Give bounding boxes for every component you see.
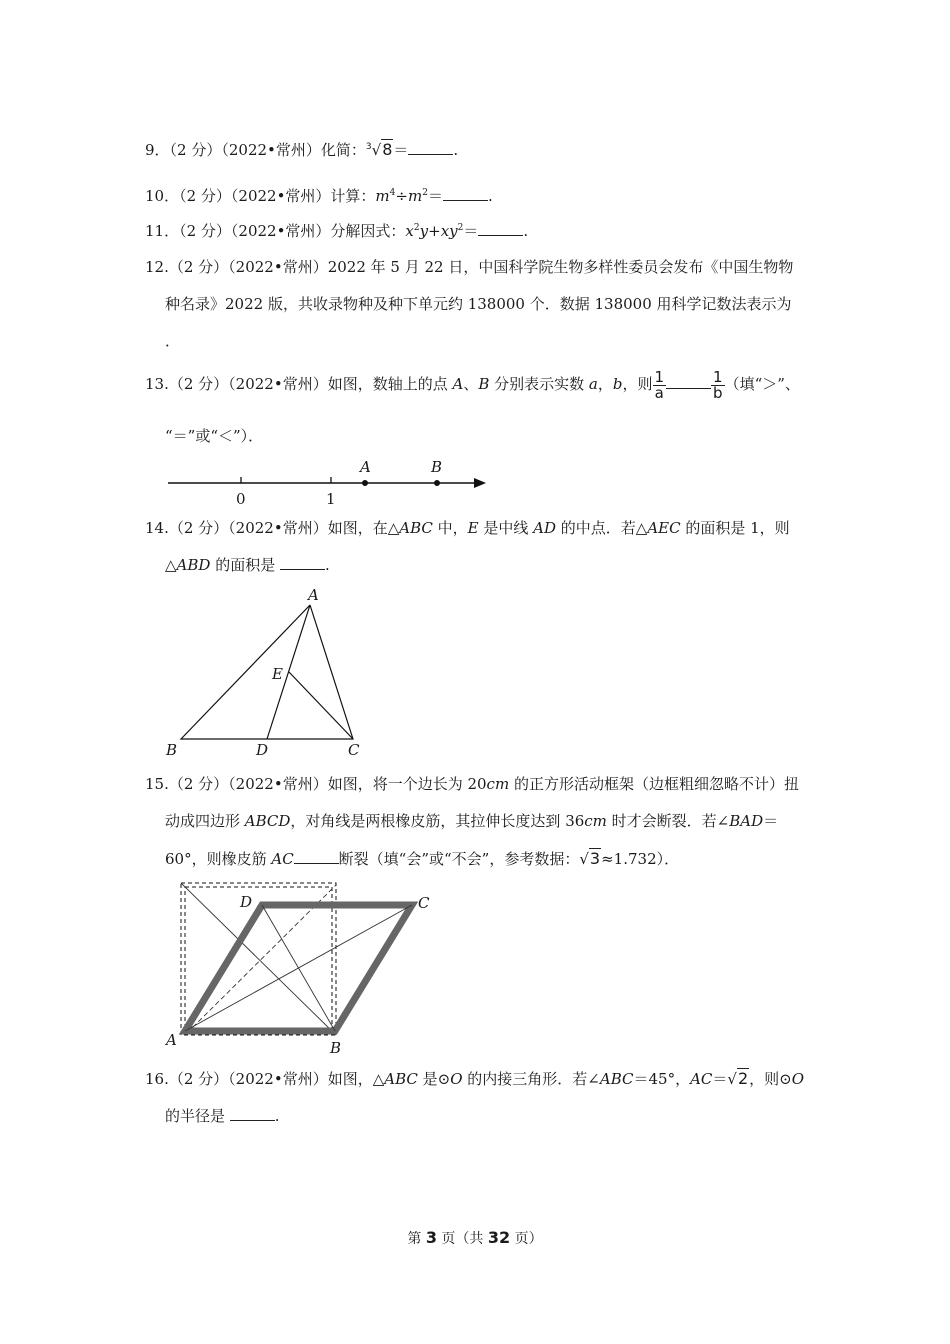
q10-text: 10．（2 分）（2022•常州）计算： (145, 187, 376, 205)
q15-line2: 动成四边形 ABCD，对角线是两根橡皮筋，其拉伸长度达到 36cm 时才会断裂．若∠BAD＝ (165, 812, 779, 830)
q15-line1: 15.（2 分）（2022•常州）如图，将一个边长为 20cm 的正方形活动框架（边框粗细忽略不计）扭 (145, 775, 799, 793)
fraction-1-over-a: $\frac{1}{a}$ (654, 367, 665, 402)
footer-post: 页） (510, 1231, 543, 1247)
q14-t3: 的中点．若△ (556, 519, 648, 537)
number-line-figure (160, 455, 500, 515)
sqrt-3: √3 (579, 849, 601, 868)
question-10: 10．（2 分）（2022•常州）计算：$m^4\div m^2=$ . (145, 187, 493, 205)
point-label-a: A (360, 458, 371, 476)
question-13 (145, 366, 810, 403)
q12-line3: ． (165, 332, 181, 350)
vertex-d: D (240, 893, 253, 911)
point-d: D (256, 741, 269, 759)
answer-blank[interactable] (666, 374, 711, 389)
q16-line2: 的半径是 . (165, 1107, 280, 1125)
page-total: 32 (487, 1228, 511, 1247)
q13-line2: “＝”或“＜”）． (165, 427, 264, 445)
question-15 (145, 766, 810, 878)
page-footer (0, 1228, 950, 1248)
q13-comma: ， (597, 375, 613, 393)
q16-line1: 16.（2 分）（2022•常州）如图，△ABC 是⊙O 的内接三角形．若∠ABC＝45°，AC＝√2，则⊙O (145, 1069, 805, 1088)
fraction-1-over-b: $\frac{1}{b}$ (713, 367, 723, 402)
seg-ad: AD (533, 519, 556, 537)
point-b (434, 480, 440, 486)
q12-line2: 种名录》2022 版，共收录物种及种下单元约 138000 个．数据 138000 用科学记数法表示为 (165, 295, 792, 313)
q14-t1: 中， (432, 519, 468, 537)
tri-aec: AEC (647, 519, 681, 537)
question-14 (145, 510, 810, 584)
segment-ec (289, 672, 353, 739)
q11-end: . (523, 222, 529, 240)
vertex-a: A (166, 1031, 177, 1049)
pt-e: E (467, 519, 479, 537)
triangle-figure (160, 585, 380, 765)
tri-abc: ABC (399, 519, 433, 537)
point-label-b: B (431, 458, 443, 476)
rhombus-figure (160, 875, 440, 1060)
question-13-line2 (145, 418, 810, 455)
tick-label-zero: 0 (236, 490, 246, 508)
q9-equals: ＝ (393, 141, 409, 159)
q13-text2: 分别表示实数 (489, 375, 589, 393)
q14-text: 14.（2 分）（2022•常州）如图，在△ (145, 519, 400, 537)
q14-t2: 是中线 (478, 519, 534, 537)
q10-end: . (487, 187, 493, 205)
answer-blank[interactable] (408, 140, 453, 155)
tick-label-one: 1 (326, 490, 336, 508)
answer-blank[interactable] (230, 1106, 275, 1121)
arrow-icon (474, 478, 486, 488)
question-12 (145, 249, 810, 360)
radicand: 8 (382, 140, 393, 159)
var-a: a (588, 375, 598, 393)
q14-line2: △ABD 的面积是 . (165, 556, 330, 574)
q9-end: . (453, 141, 459, 159)
q9-text: 9．（2 分）（2022•常州）化简： (145, 141, 366, 159)
vertex-b: B (166, 741, 178, 759)
question-16 (145, 1060, 810, 1135)
q14-t4: 的面积是 1，则 (680, 519, 790, 537)
q13-then: ，则 (622, 375, 653, 393)
footer-pre: 第 (407, 1231, 426, 1247)
answer-blank[interactable] (280, 555, 325, 570)
label-a: A (452, 375, 464, 393)
q12-line1: 12.（2 分）（2022•常州）2022 年 5 月 22 日，中国科学院生物多样性委员会发布《中国生物物 (145, 258, 794, 276)
q13-text: 13.（2 分）（2022•常州）如图，数轴上的点 (145, 375, 453, 393)
vertex-b: B (330, 1039, 342, 1057)
footer-mid: 页（共 (436, 1231, 488, 1247)
answer-blank[interactable] (478, 221, 523, 236)
diagonal-bd (262, 905, 335, 1031)
vertex-c: C (418, 894, 430, 912)
question-11: 11．（2 分）（2022•常州）分解因式：$x^2y+xy^2=$ . (145, 222, 529, 240)
q11-text: 11．（2 分）（2022•常州）分解因式： (145, 222, 406, 240)
page-number: 3 (425, 1228, 437, 1247)
vertex-a: A (308, 586, 319, 604)
sqrt-2: √2 (727, 1069, 749, 1088)
q15-line3: 60°，则橡皮筋 AC 断裂（填“会”或“不会”，参考数据：√3≈1.732）． (165, 849, 680, 868)
triangle-abc (181, 605, 353, 739)
vertex-c: C (348, 741, 360, 759)
point-a (362, 480, 368, 486)
answer-blank[interactable] (443, 186, 488, 201)
point-e: E (272, 665, 283, 683)
label-b: B (478, 375, 490, 393)
var-b: b (612, 375, 623, 393)
cube-root: $^3$√8 (365, 140, 393, 159)
question-9 (145, 131, 810, 169)
answer-blank[interactable] (294, 849, 339, 864)
q13-tail: （填“＞”、 (724, 375, 800, 393)
root-index: 3 (365, 142, 372, 152)
q13-sep: 、 (463, 375, 479, 393)
